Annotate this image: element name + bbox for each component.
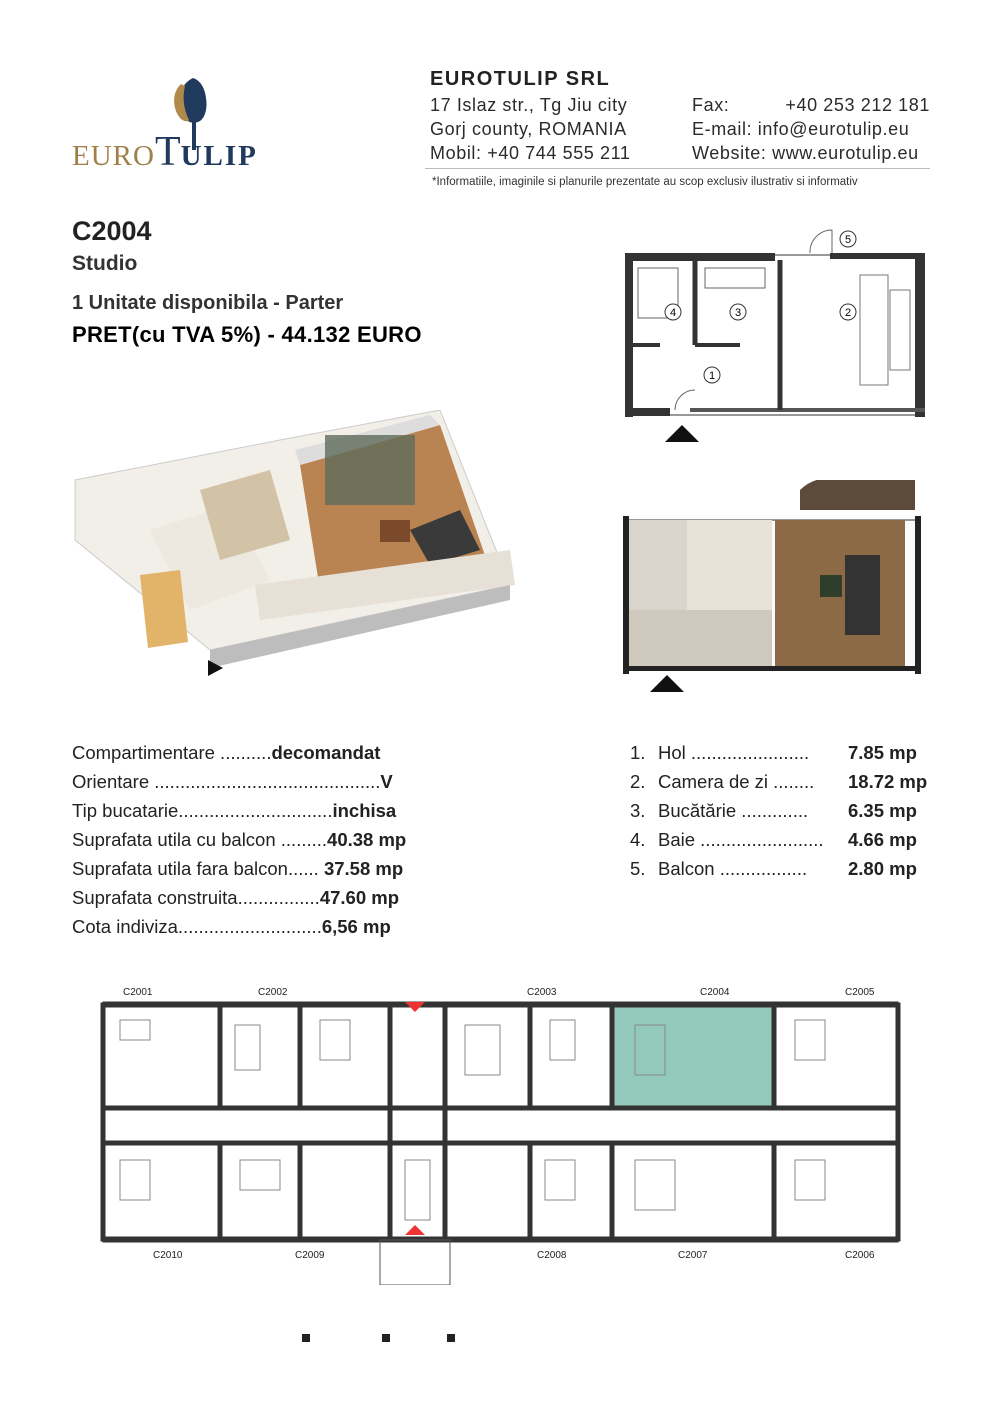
price: PRET(cu TVA 5%) - 44.132 EURO	[72, 322, 422, 347]
spec-value: V	[380, 771, 393, 792]
room-area: 6.35 mp	[848, 800, 917, 821]
page-marker	[302, 1334, 310, 1342]
room-area: 4.66 mp	[848, 829, 917, 850]
room-area: 18.72 mp	[848, 771, 928, 792]
address-line1: 17 Islaz str., Tg Jiu city	[430, 95, 628, 115]
spec-dots: ................	[237, 887, 320, 908]
room-name: Hol	[658, 742, 686, 763]
spec-row	[72, 883, 406, 912]
apt-label: C2006	[845, 1250, 875, 1261]
room-row	[630, 767, 927, 796]
spec-label: Orientare	[72, 771, 155, 792]
spec-value: 6,56 mp	[321, 916, 391, 937]
spec-dots: .........	[280, 829, 328, 850]
spec-value: inchisa	[332, 800, 397, 821]
contact-row	[430, 93, 930, 117]
room-num: 5.	[630, 858, 646, 879]
mobile: Mobil: +40 744 555 211	[430, 143, 631, 163]
spec-row	[72, 854, 406, 883]
spec-dots: ......	[287, 858, 324, 879]
apt-label: C2007	[678, 1250, 708, 1261]
spec-value: decomandat	[271, 742, 381, 763]
disclaimer: *Informatiile, imaginile si planurile prezentate au scop exclusiv ilustrativ si informativ	[432, 176, 858, 188]
apt-label: C2008	[537, 1250, 567, 1261]
address-line2: Gorj county, ROMANIA	[430, 119, 627, 139]
room-name: Camera de zi	[658, 771, 769, 792]
room-area: 7.85 mp	[848, 742, 917, 763]
website[interactable]: Website: www.eurotulip.eu	[692, 143, 919, 163]
room-number: 5	[844, 234, 852, 246]
unit-type: Studio	[72, 252, 138, 275]
apt-label: C2003	[527, 987, 557, 998]
room-dots: ........................	[700, 829, 824, 850]
logo-t: T	[154, 129, 181, 175]
header-divider	[425, 168, 930, 169]
spec-value: 40.38 mp	[327, 829, 407, 850]
room-area: 2.80 mp	[848, 858, 917, 879]
spec-value: 47.60 mp	[319, 887, 400, 908]
room-number: 1	[708, 370, 716, 382]
room-name: Balcon	[658, 858, 715, 879]
page-marker	[447, 1334, 455, 1342]
building-plan-drawing	[95, 985, 905, 1285]
spec-label: Suprafata utila cu balcon	[72, 829, 281, 850]
spec-label: Cota indiviza	[72, 916, 178, 937]
contact-row	[430, 117, 930, 141]
room-row	[630, 738, 927, 767]
spec-row	[72, 796, 406, 825]
apt-label: C2005	[845, 987, 875, 998]
room-name: Bucătărie	[658, 800, 737, 821]
spec-value: 37.58 mp	[323, 858, 404, 879]
building-floor-plan	[95, 985, 905, 1285]
fax-value: +40 253 212 181	[785, 95, 930, 115]
room-num: 3.	[630, 800, 646, 821]
company-block	[430, 68, 610, 91]
spec-label: Suprafata utila fara balcon	[72, 858, 288, 879]
room-number: 2	[844, 307, 852, 319]
availability: 1 Unitate disponibila - Parter	[72, 292, 344, 314]
fax-label: Fax:	[692, 95, 730, 115]
logo-ulip: ULIP	[180, 140, 258, 172]
company-name: EUROTULIP SRL	[430, 68, 611, 90]
top-view-render	[615, 480, 927, 695]
spec-row	[72, 738, 406, 767]
spec-dots: ..........	[214, 742, 272, 763]
spec-row	[72, 912, 406, 941]
room-name: Baie	[658, 829, 696, 850]
room-number: 3	[734, 307, 742, 319]
highlighted-unit	[612, 1005, 774, 1108]
unit-specs	[72, 738, 406, 941]
room-row	[630, 825, 927, 854]
spec-row	[72, 767, 406, 796]
room-dots: ........	[773, 771, 815, 792]
contact-row	[430, 141, 930, 165]
room-row	[630, 854, 927, 883]
apt-label: C2001	[123, 987, 153, 998]
room-num: 2.	[630, 771, 646, 792]
entrance-arrow-icon	[665, 425, 699, 442]
room-num: 4.	[630, 829, 646, 850]
room-dots: .......................	[690, 742, 810, 763]
page-marker	[382, 1334, 390, 1342]
logo-euro: EURO	[72, 140, 155, 172]
spec-label: Suprafata construita	[72, 887, 238, 908]
fax-group	[692, 93, 930, 117]
room-number: 4	[669, 307, 677, 319]
unit-code: C2004	[72, 216, 152, 246]
email[interactable]: E-mail: info@eurotulip.eu	[692, 119, 910, 139]
room-dots: .................	[719, 858, 808, 879]
room-areas	[630, 738, 927, 883]
isometric-render	[70, 410, 520, 685]
apt-label: C2009	[295, 1250, 325, 1261]
room-num: 1.	[630, 742, 646, 763]
contact-grid	[430, 93, 930, 165]
spec-dots: ............................................	[154, 771, 381, 792]
room-dots: .............	[741, 800, 809, 821]
apt-label: C2004	[700, 987, 730, 998]
spec-dots: ............................	[177, 916, 322, 937]
spec-dots: ..............................	[178, 800, 333, 821]
logo-wordmark	[72, 128, 258, 176]
spec-row	[72, 825, 406, 854]
spec-label: Compartimentare	[72, 742, 215, 763]
room-row	[630, 796, 927, 825]
apt-label: C2010	[153, 1250, 183, 1261]
floor-plan-2d	[620, 220, 930, 445]
spec-label: Tip bucatarie	[72, 800, 179, 821]
apt-label: C2002	[258, 987, 288, 998]
entrance-arrow-icon	[650, 675, 684, 692]
